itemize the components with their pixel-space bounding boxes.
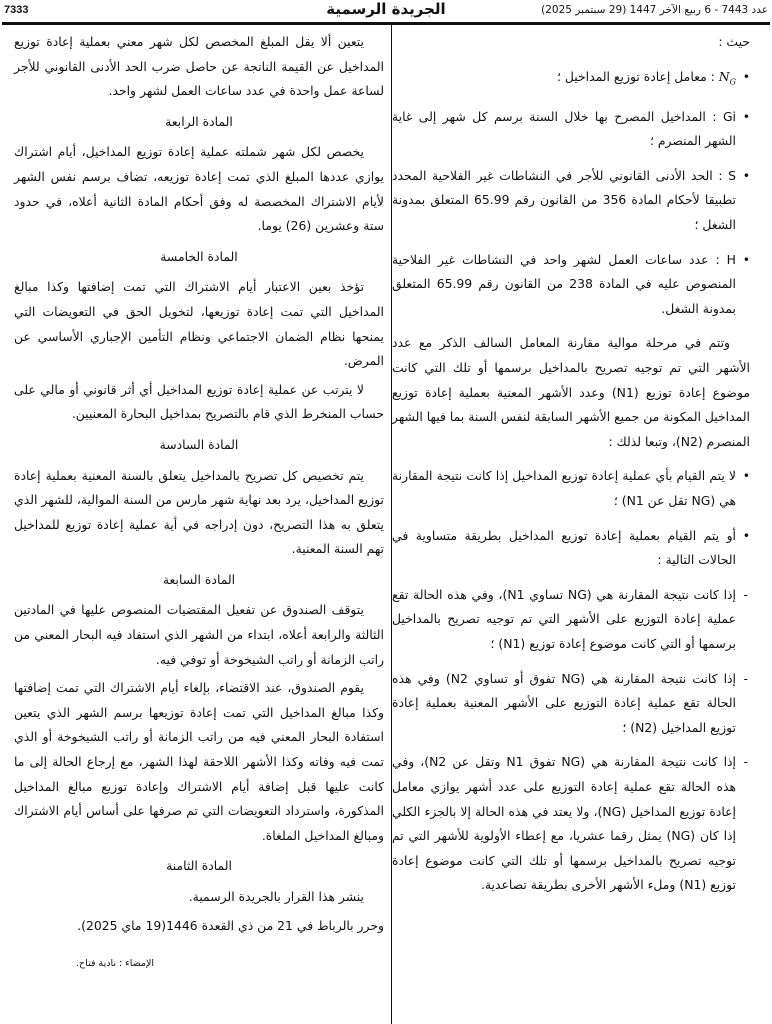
header-rule bbox=[2, 22, 770, 25]
page-number: 7333 bbox=[4, 4, 29, 16]
right-column bbox=[392, 30, 750, 898]
signature: الإمضاء : نادية فتاح. bbox=[76, 958, 154, 970]
definition-s bbox=[392, 164, 750, 238]
article-paragraph: يخصص لكل شهر شملته عملية إعادة توزيع المداخيل، أيام اشتراك يوازي عددها المبلغ الذي تمت إعادة توزيعه، تضاف برسم نفس الشهر لأيام الاشتراك المخصصة له وفق أحكام المادة الثانية أعلاه، في حدود ستة وعشرين (26) يوما. bbox=[14, 144, 384, 234]
symbol-h: H bbox=[726, 251, 736, 267]
definition-text: : المداخيل المصرح بها خلال السنة برسم كل شهر إلى غاية الشهر المنصرم ؛ bbox=[392, 108, 736, 149]
comparison-paragraph: وتتم في مرحلة موالية مقارنة المعامل السالف الذكر مع عدد الأشهر التي تم توجيه تصريح بالمداخيل برسمها أو تلك التي كانت موضوع إعادة توزيع (N1) وعدد الأشهر المعنية بعملية إعادة توزيع المداخيل المكونة من جميع الأشهر السابقة لنفس السنة بما فيها الشهر المنصرم (N2)، وتبعا لذلك : bbox=[392, 335, 750, 449]
case-text: إذا كانت نتيجة المقارنة هي (NG تفوق أو تساوي N2) وفي هذه الحالة تقع عملية إعادة التوزيع على الأشهر المعنية بعملية إعادة توزيع المداخيل (N2) ؛ bbox=[392, 670, 736, 735]
article-paragraph: يتم تخصيص كل تصريح بالمداخيل يتعلق بالسنة المعنية بعملية إعادة توزيع المداخيل، يرد بعد نهاية شهر مارس من السنة الموالية، للشهر الذي يتعلق به هذا التصريح، دون إدراجه في أية عملية إعادة توزيع للمداخيل تهم السنة المعنية. bbox=[14, 467, 384, 557]
definition-h bbox=[392, 248, 750, 322]
issue-info: عدد 7443 - 6 ربيع الآخر 1447 (29 سبتمبر 2025) bbox=[541, 4, 768, 16]
definition-gi bbox=[392, 105, 750, 154]
article-paragraph: يتوقف الصندوق عن تفعيل المقتضيات المنصوص عليها في المادتين الثالثة والرابعة أعلاه، ابتداء من الشهر الذي استفاد فيه البحار المعني من راتب الزمانة أو راتب الشيخوخة أو توفي فيه. bbox=[14, 602, 384, 667]
bullet-no-redistribution bbox=[392, 464, 750, 513]
left-column bbox=[14, 30, 384, 977]
closing-date: وحرر بالرباط في 21 من ذي القعدة 1446(19 ماي 2025). bbox=[77, 917, 384, 933]
article-title: المادة الثامنة bbox=[166, 858, 232, 874]
article-paragraph: لا يترتب عن عملية إعادة توزيع المداخيل أي أثر قانوني أو مالي على حساب المنخرط الذي قام بالتصريح بمداخيل البحارة المعنيين. bbox=[14, 381, 384, 422]
definition-text: : معامل إعادة توزيع المداخيل ؛ bbox=[557, 68, 719, 84]
bullet-text: لا يتم القيام بأي عملية إعادة توزيع المداخيل إذا كانت نتيجة المقارنة هي (NG تقل عن N1) ؛ bbox=[392, 468, 736, 508]
symbol-s: S bbox=[728, 167, 736, 183]
article-paragraph: ينشر هذا القرار بالجريدة الرسمية. bbox=[188, 889, 364, 904]
definition-text: : عدد ساعات العمل لشهر واحد في النشاطات غير الفلاحية المنصوص عليه في المادة 238 من القانون رقم 65.99 المتعلق بمدونة الشغل. bbox=[392, 251, 736, 316]
symbol-ng: $N_G$ bbox=[718, 68, 736, 87]
bullet-equal-redistribution bbox=[392, 524, 750, 573]
case-item bbox=[392, 750, 750, 898]
opening-paragraph: يتعين ألا يقل المبلغ المخصص لكل شهر معني بعملية إعادة توزيع المداخيل عن القيمة الناتجة عن حاصل ضرب الحد الأدنى القانوني للأجر لساعة عمل واحدة في عدد ساعات العمل لشهر واحد. bbox=[14, 34, 384, 99]
case-text: إذا كانت نتيجة المقارنة هي (NG تساوي N1)، وفي هذه الحالة تقع عملية إعادة التوزيع على الأشهر التي تم توجيه تصريح بالمداخيل برسمها أو التي كانت موضوع إعادة توزيع (N1) ؛ bbox=[392, 586, 736, 651]
page-header bbox=[0, 0, 772, 22]
article-title: المادة السادسة bbox=[159, 436, 239, 452]
article-title: المادة السابعة bbox=[162, 571, 236, 587]
intro-text: حيث : bbox=[718, 34, 750, 49]
definition-ng bbox=[392, 65, 750, 95]
case-text: إذا كانت نتيجة المقارنة هي (NG تفوق N1 وتقل عن N2)، وفي هذه الحالة تقع عملية إعادة التوزيع على عدد أشهر يوازي معامل إعادة توزيع المداخيل (NG)، ولا يعتد في هذه الحالة إلا بالجزء الكلي إذا كان (NG) يمثل رقما عشريا، مع إعطاء الأولوية للأشهر التي تم توجيه تصريح بالمداخيل برسمها أو تلك التي كانت موضوع إعادة توزيع (N1) وملء الأشهر الأخرى بطريقة تصاعدية. bbox=[392, 754, 737, 893]
article-title: المادة الرابعة bbox=[165, 113, 233, 129]
definition-text: : الحد الأدنى القانوني للأجر في النشاطات غير الفلاحية المحدد تطبيقا لأحكام المادة 356 من القانون رقم 65.99 المتعلق بمدونة الشغل ؛ bbox=[392, 167, 736, 233]
case-item bbox=[392, 583, 750, 657]
symbol-gi: Gi bbox=[722, 108, 736, 124]
article-title: المادة الخامسة bbox=[160, 248, 238, 264]
article-paragraph: يقوم الصندوق، عند الاقتضاء، بإلغاء أيام الاشتراك التي تمت إضافتها وكذا مبالغ المداخيل التي تمت إعادة توزيعها برسم الشهر الذي يتعين استفادة البحار المعني فيه من راتب الزمانة أو راتب الشيخوخة أو الذي تمت فيه وفاته وكذا الأشهر اللاحقة لهذا الشهر، مع إرجاع الحالة إلى ما كانت عليها قبل إضافة أيام الاشتراك وإعادة توزيع مبالغ المداخيل المذكورة، واسترداد التعويضات التي تم صرفها على أساس أيام الاشتراك ومبالغ المداخيل الملغاة. bbox=[14, 680, 384, 843]
journal-title: الجريدة الرسمية bbox=[326, 0, 446, 18]
article-paragraph: تؤخذ بعين الاعتبار أيام الاشتراك التي تمت إضافتها وكذا مبالغ المداخيل التي تمت إعادة توزيعها، لتخويل الحق في التعويضات التي يمنحها نظام الضمان الاجتماعي ونظام التأمين الإجباري الأساسي عن المرض. bbox=[14, 279, 384, 369]
case-item bbox=[392, 667, 750, 741]
bullet-text: أو يتم القيام بعملية إعادة توزيع المداخيل بطريقة متساوية في الحالات التالية : bbox=[392, 527, 736, 568]
